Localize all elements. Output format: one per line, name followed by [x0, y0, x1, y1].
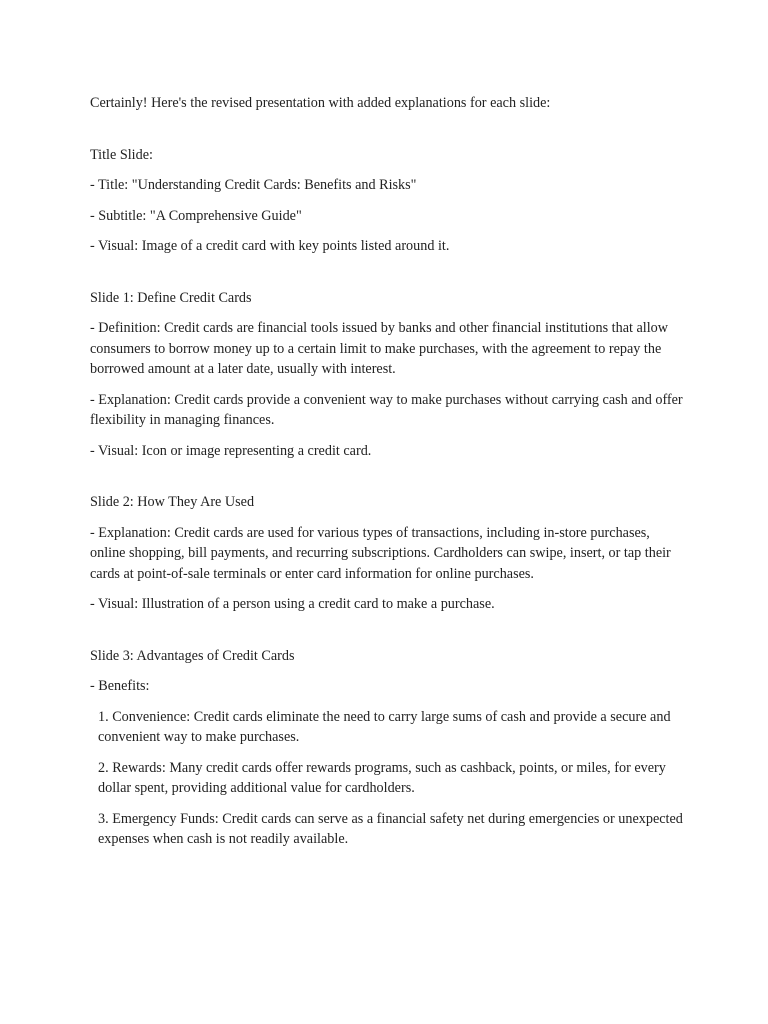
explanation-paragraph: - Explanation: Credit cards provide a convenient way to make purchases without carrying cash and offer flexibility in managing finances. — [90, 391, 683, 428]
definition-paragraph: - Definition: Credit cards are financial tools issued by banks and other financial institutions that allow consumers to borrow money up to a certain limit to make purchases, with the agreement to repay the borrowed amount at a later date, usually with interest. — [90, 320, 669, 377]
slide1-section — [90, 288, 685, 462]
explanation-paragraph: - Explanation: Credit cards are used for various types of transactions, including in-store purchases, online shopping, bill payments, and recurring subscriptions. Cardholders can swipe, insert, or tap their cards at point-of-sale terminals or enter card information for online purchases. — [90, 524, 671, 582]
visual-line: - Visual: Image of a credit card with key points listed around it. — [90, 238, 450, 254]
section-heading: Slide 3: Advantages of Credit Cards — [90, 647, 295, 664]
list-item: 3. Emergency Funds: Credit cards can serve as a financial safety net during emergencies or unexpected expenses when cash is not readily available. — [98, 810, 683, 847]
section-heading: Slide 1: Define Credit Cards — [90, 289, 252, 306]
title-line: - Title: "Understanding Credit Cards: Benefits and Risks" — [90, 177, 417, 193]
list-item: 2. Rewards: Many credit cards offer rewards programs, such as cashback, points, or miles, for every dollar spent, providing additional value for cardholders. — [98, 759, 666, 796]
title-slide-section — [90, 145, 685, 257]
subtitle-line: - Subtitle: "A Comprehensive Guide" — [90, 207, 302, 224]
benefits-label: - Benefits: — [90, 678, 150, 694]
section-heading: Title Slide: — [90, 146, 153, 163]
slide3-section — [90, 646, 685, 850]
visual-line: - Visual: Illustration of a person using a credit card to make a purchase. — [90, 596, 495, 612]
visual-line: - Visual: Icon or image representing a credit card. — [90, 442, 372, 459]
section-heading: Slide 2: How They Are Used — [90, 494, 255, 510]
document-body — [90, 93, 685, 860]
intro-text: Certainly! Here's the revised presentation with added explanations for each slide: — [90, 95, 551, 111]
slide2-section — [90, 492, 685, 615]
list-item: 1. Convenience: Credit cards eliminate the need to carry large sums of cash and provide a secure and convenient way to make purchases. — [98, 708, 671, 745]
